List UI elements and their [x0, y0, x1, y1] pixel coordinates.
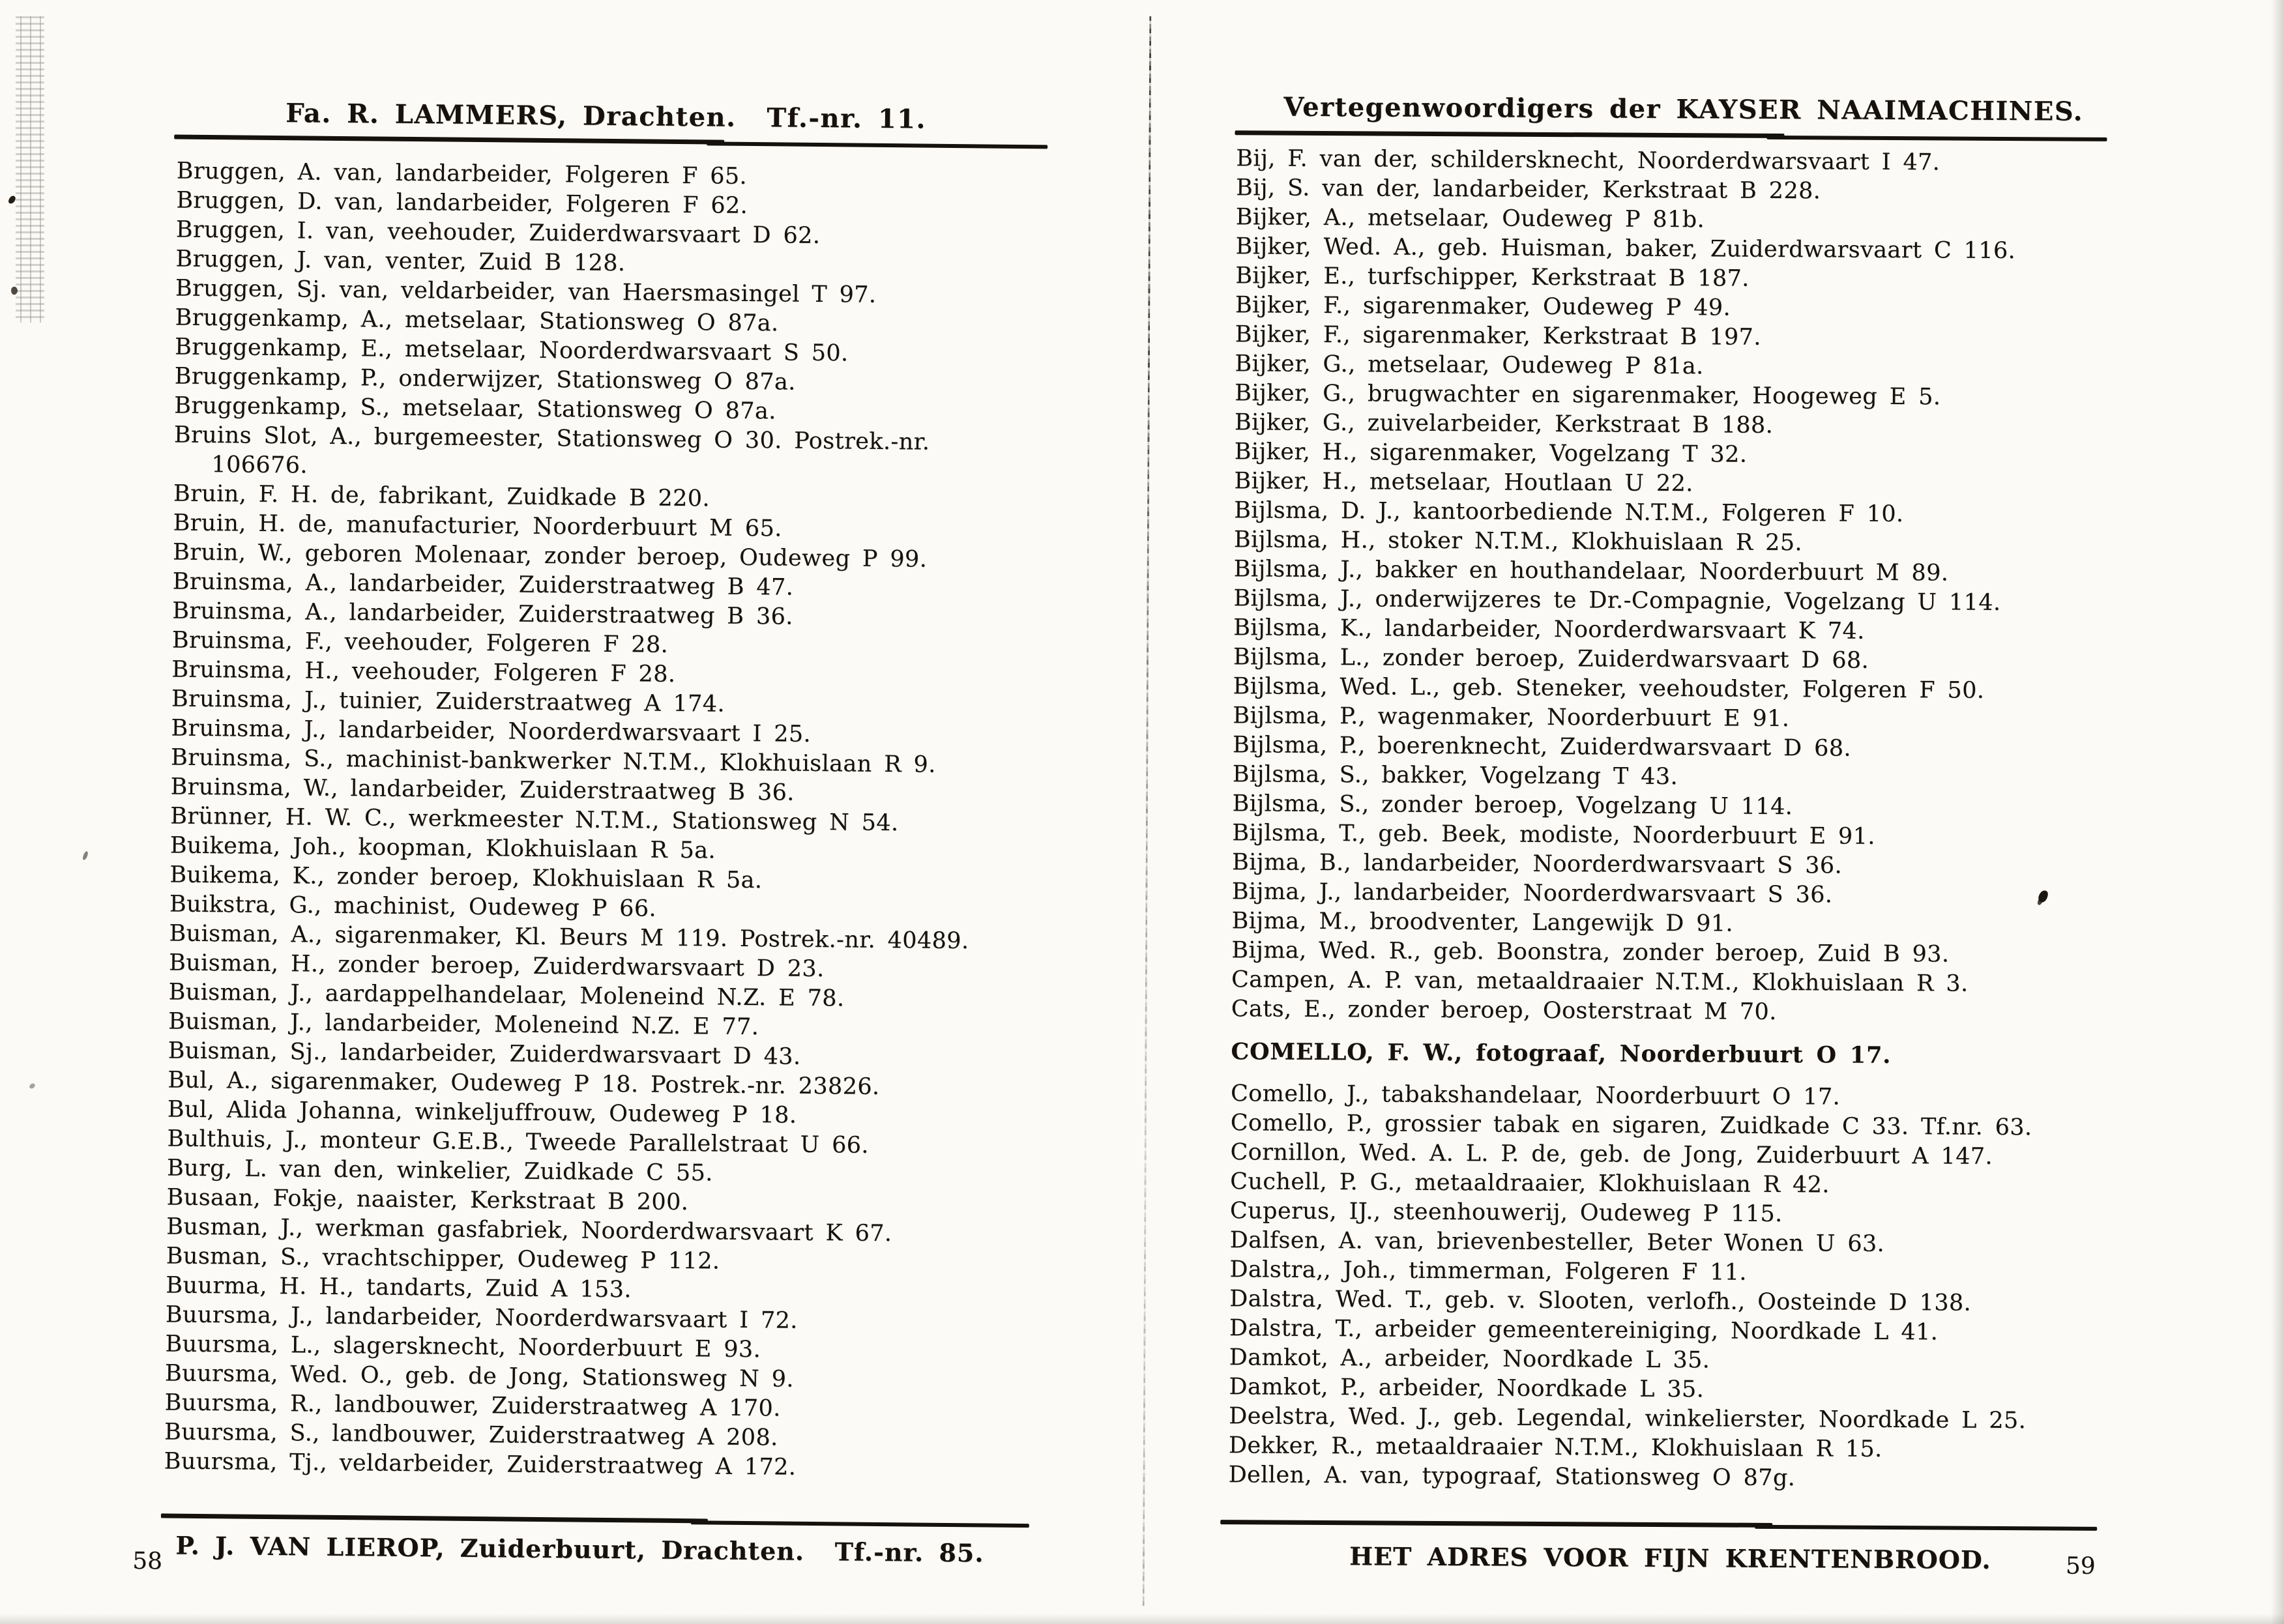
right-page-number: 59 [2065, 1552, 2096, 1580]
directory-entry: Bul, A., sigarenmaker, Oudeweg P 18. Postrek.-nr. 23826. [168, 1067, 880, 1100]
directory-entry-list [1229, 144, 2203, 1496]
directory-entry: Bijlsma, P., boerenknecht, Zuiderdwarsvaart D 68. [1232, 732, 1852, 762]
directory-entry: Bulthuis, J., monteur G.E.B., Tweede Parallelstraat U 66. [167, 1125, 870, 1159]
header-rule [1235, 130, 2107, 141]
directory-entry: Bijlsma, T., geb. Beek, modiste, Noorderbuurt E 91. [1232, 820, 1875, 850]
right-page-header: Vertegenwoordigers der KAYSER NAAIMACHINES. [1283, 91, 2084, 127]
directory-entry: Bruggen, Sj. van, veldarbeider, van Haersmasingel T 97. [175, 275, 877, 308]
directory-entry: Buisman, J., landarbeider, Moleneind N.Z. E 77. [168, 1008, 759, 1041]
ink-speck [82, 850, 89, 860]
directory-entry: Dalstra, T., arbeider gemeentereiniging, Noordkade L 41. [1229, 1315, 1939, 1346]
left-page-number: 58 [132, 1547, 163, 1575]
rule-segment [1767, 136, 2107, 141]
directory-entry: Busaan, Fokje, naaister, Kerkstraat B 200. [166, 1184, 689, 1216]
directory-entry: Bijker, G., brugwachter en sigarenmaker, Hoogeweg E 5. [1235, 380, 1941, 411]
directory-entry: Bruggenkamp, P., onderwijzer, Stationsweg O 87a. [174, 363, 796, 396]
directory-entry: Dalstra,, Joh., timmerman, Folgeren F 11. [1229, 1256, 1747, 1286]
directory-entry: Buursma, J., landarbeider, Noorderdwarsvaart I 72. [165, 1301, 798, 1334]
directory-entry: Bijlsma, S., bakker, Vogelzang T 43. [1232, 761, 1678, 790]
directory-entry: Bijma, J., landarbeider, Noorderdwarsvaart S 36. [1231, 878, 1833, 908]
right-page [1204, 78, 2229, 1609]
directory-entry: Buikema, K., zonder beroep, Klokhuislaan R 5a. [169, 862, 763, 894]
directory-entry: Buursma, R., landbouwer, Zuiderstraatweg A 170. [164, 1389, 781, 1422]
rule-segment [707, 141, 1048, 149]
directory-entry: Bijma, Wed. R., geb. Boonstra, zonder beroep, Zuid B 93. [1231, 937, 1950, 968]
directory-entry: Deelstra, Wed. J., geb. Legendal, winkelierster, Noordkade L 25. [1229, 1403, 2027, 1434]
directory-entry: Bij, S. van der, landarbeider, Kerkstraat B 228. [1235, 175, 1821, 205]
rule-segment [1220, 1520, 1772, 1528]
directory-entry: Bijker, H., sigarenmaker, Vogelzang T 32. [1234, 439, 1748, 468]
rule-segment [690, 1520, 1029, 1528]
page-fold-line [1143, 16, 1152, 1606]
directory-entry: Bruin, W., geboren Molenaar, zonder beroep, Oudeweg P 99. [172, 539, 928, 573]
directory-entry: Cats, E., zonder beroep, Oosterstraat M 70. [1231, 996, 1777, 1026]
directory-entry: Bruins Slot, A., burgemeester, Stationsweg O 30. Postrek.-nr. 106676. [173, 422, 930, 479]
directory-entry: Burg, L. van den, winkelier, Zuidkade C 55. [166, 1155, 713, 1187]
directory-entry: Bijlsma, S., zonder beroep, Vogelzang U 114. [1232, 790, 1793, 820]
directory-entry: Buisman, H., zonder beroep, Zuiderdwarsvaart D 23. [168, 950, 825, 983]
directory-entry: Bruggen, D. van, landarbeider, Folgeren F 62. [176, 187, 748, 219]
directory-entry: Bruinsma, S., machinist-bankwerker N.T.M., Klokhuislaan R 9. [170, 744, 936, 778]
directory-entry: Buurma, H. H., tandarts, Zuid A 153. [166, 1272, 632, 1303]
directory-entry: Bijlsma, K., landarbeider, Noorderdwarsvaart K 74. [1233, 615, 1865, 645]
directory-entry: Bruggen, J. van, venter, Zuid B 128. [175, 246, 626, 277]
directory-entry: Bruin, H. de, manufacturier, Noorderbuurt M 65. [173, 510, 782, 542]
left-page [126, 85, 1121, 1612]
directory-entry: Bijlsma, L., zonder beroep, Zuiderdwarsvaart D 68. [1233, 644, 1869, 674]
scan-edge-shadow [0, 1614, 2284, 1624]
directory-entry: Bijker, G., metselaar, Oudeweg P 81a. [1235, 351, 1704, 380]
directory-entry: Bruggenkamp, A., metselaar, Stationsweg O 87a. [175, 304, 779, 337]
header-rule [174, 135, 1047, 149]
directory-entry: Bij, F. van der, schildersknecht, Noorderdwarsvaart I 47. [1236, 145, 1940, 176]
footer-rule [1220, 1520, 2097, 1531]
directory-entry: Bruinsma, A., landarbeider, Zuiderstraatweg B 36. [172, 598, 793, 630]
directory-entry: Buursma, S., landbouwer, Zuiderstraatweg A 208. [164, 1419, 778, 1451]
directory-entry: COMELLO, F. W., fotograaf, Noorderbuurt O 17. [1231, 1038, 1892, 1069]
directory-entry: Buursma, Tj., veldarbeider, Zuiderstraatweg A 172. [164, 1448, 797, 1481]
directory-entry: Damkot, A., arbeider, Noordkade L 35. [1229, 1344, 1710, 1374]
directory-entry: Buursma, L., slagersknecht, Noorderbuurt E 93. [165, 1331, 761, 1363]
directory-entry: Bruggen, I. van, veehouder, Zuiderdwarsvaart D 62. [175, 216, 821, 250]
directory-entry: Bijker, H., metselaar, Houtlaan U 22. [1234, 468, 1693, 497]
directory-entry: Bijlsma, P., wagenmaker, Noorderbuurt E 91. [1233, 703, 1790, 732]
directory-entry: Bijker, G., zuivelarbeider, Kerkstraat B 188. [1234, 409, 1774, 439]
directory-entry: Cuperus, IJ., steenhouwerij, Oudeweg P 115. [1229, 1198, 1783, 1228]
directory-entry: Bruinsma, F., veehouder, Folgeren F 28. [171, 627, 669, 658]
directory-entry: Bul, Alida Johanna, winkeljuffrouw, Oudeweg P 18. [167, 1096, 797, 1129]
directory-entry: Bruggenkamp, E., metselaar, Noorderdwarsvaart S 50. [174, 334, 849, 367]
directory-entry: Bijlsma, J., bakker en houthandelaar, Noorderbuurt M 89. [1233, 556, 1949, 587]
directory-entry: Cuchell, P. G., metaaldraaier, Klokhuislaan R 42. [1230, 1168, 1830, 1198]
directory-entry: Bruggen, A. van, landarbeider, Folgeren F 65. [176, 158, 748, 190]
directory-entry: Buursma, Wed. O., geb. de Jong, Stationsweg N 9. [164, 1360, 795, 1393]
ink-speck [29, 1082, 36, 1090]
footer-rule [161, 1513, 1029, 1528]
directory-entry: Bruinsma, J., tuinier, Zuiderstraatweg A 174. [171, 686, 725, 718]
directory-entry: Campen, A. P. van, metaaldraaier N.T.M., Klokhuislaan R 3. [1231, 966, 1969, 997]
directory-entry: Comello, J., tabakshandelaar, Noorderbuurt O 17. [1230, 1080, 1841, 1110]
directory-entry: Dekker, R., metaaldraaier N.T.M., Klokhuislaan R 15. [1228, 1432, 1882, 1462]
rule-segment [1235, 130, 1784, 138]
directory-entry: Bijker, E., turfschipper, Kerkstraat B 187. [1235, 263, 1750, 292]
directory-entry: Brünner, H. W. C., werkmeester N.T.M., Stationsweg N 54. [170, 803, 899, 837]
directory-entry: Buikema, Joh., koopman, Klokhuislaan R 5a. [169, 832, 716, 864]
left-page-header: Fa. R. LAMMERS, Drachten. Tf.-nr. 11. [285, 98, 927, 135]
left-page-footer-ad: P. J. VAN LIEROP, Zuiderbuurt, Drachten. Tf.-nr. 85. [175, 1530, 984, 1568]
directory-entry: Comello, P., grossier tabak en sigaren, Zuidkade C 33. Tf.nr. 63. [1230, 1110, 2032, 1141]
directory-entry: Bijker, A., metselaar, Oudeweg P 81b. [1235, 204, 1705, 233]
directory-entry: Bruin, F. H. de, fabrikant, Zuidkade B 220. [173, 480, 710, 512]
directory-entry: Dalstra, Wed. T., geb. v. Slooten, verlofh., Oosteinde D 138. [1229, 1286, 1972, 1316]
rule-segment [174, 135, 724, 145]
directory-entry: Bijker, F., sigarenmaker, Kerkstraat B 197. [1235, 321, 1761, 351]
directory-entry: Bijlsma, Wed. L., geb. Steneker, veehoudster, Folgeren F 50. [1233, 673, 1985, 704]
directory-entry: Bruinsma, A., landarbeider, Zuiderstraatweg B 47. [172, 568, 794, 601]
directory-entry: Busman, J., werkman gasfabriek, Noorderdwarsvaart K 67. [166, 1213, 892, 1247]
rule-segment [1755, 1525, 2098, 1531]
directory-entry: Bijma, B., landarbeider, Noorderdwarsvaart S 36. [1231, 849, 1843, 879]
directory-entry: Bijlsma, H., stoker N.T.M., Klokhuislaan R 25. [1233, 527, 1803, 557]
scan-edge-shadow [2271, 0, 2284, 1624]
directory-entry: Buisman, J., aardappelhandelaar, Moleneind N.Z. E 78. [168, 979, 845, 1012]
directory-entry-list [164, 157, 1120, 1486]
directory-entry: Damkot, P., arbeider, Noordkade L 35. [1229, 1374, 1705, 1403]
right-page-footer-ad: HET ADRES VOOR FIJN KRENTENBROOD. [1349, 1541, 1991, 1574]
directory-entry: Dellen, A. van, typograaf, Stationsweg O 87g. [1228, 1462, 1796, 1492]
directory-entry: Bijker, Wed. A., geb. Huisman, baker, Zuiderdwarsvaart C 116. [1235, 233, 2016, 265]
directory-entry: Bruggenkamp, S., metselaar, Stationsweg O 87a. [174, 392, 776, 425]
directory-entry: Bijlsma, J., onderwijzeres te Dr.-Compagnie, Vogelzang U 114. [1233, 585, 2001, 616]
rule-segment [161, 1513, 708, 1523]
directory-entry: Buikstra, G., machinist, Oudeweg P 66. [169, 891, 657, 922]
directory-entry: Bruinsma, H., veehouder, Folgeren F 28. [171, 656, 676, 688]
directory-entry: Buisman, Sj., landarbeider, Zuiderdwarsvaart D 43. [168, 1037, 801, 1070]
directory-entry: Busman, S., vrachtschipper, Oudeweg P 112. [166, 1243, 720, 1275]
directory-entry: Bijker, F., sigarenmaker, Oudeweg P 49. [1235, 292, 1731, 321]
directory-entry: Buisman, A., sigarenmaker, Kl. Beurs M 119. Postrek.-nr. 40489. [169, 920, 969, 955]
directory-entry: Cornillon, Wed. A. L. P. de, geb. de Jong, Zuiderbuurt A 147. [1230, 1139, 1993, 1170]
directory-entry: Bijma, M., broodventer, Langewijk D 91. [1231, 908, 1734, 937]
directory-entry: Dalfsen, A. van, brievenbesteller, Beter Wonen U 63. [1229, 1227, 1885, 1257]
scan-noise-band [16, 16, 44, 323]
directory-entry: Bruinsma, J., landarbeider, Noorderdwarsvaart I 25. [171, 715, 812, 747]
directory-entry: Bijlsma, D. J., kantoorbediende N.T.M., Folgeren F 10. [1234, 497, 1904, 528]
directory-entry: Bruinsma, W., landarbeider, Zuiderstraatweg B 36. [170, 774, 795, 806]
